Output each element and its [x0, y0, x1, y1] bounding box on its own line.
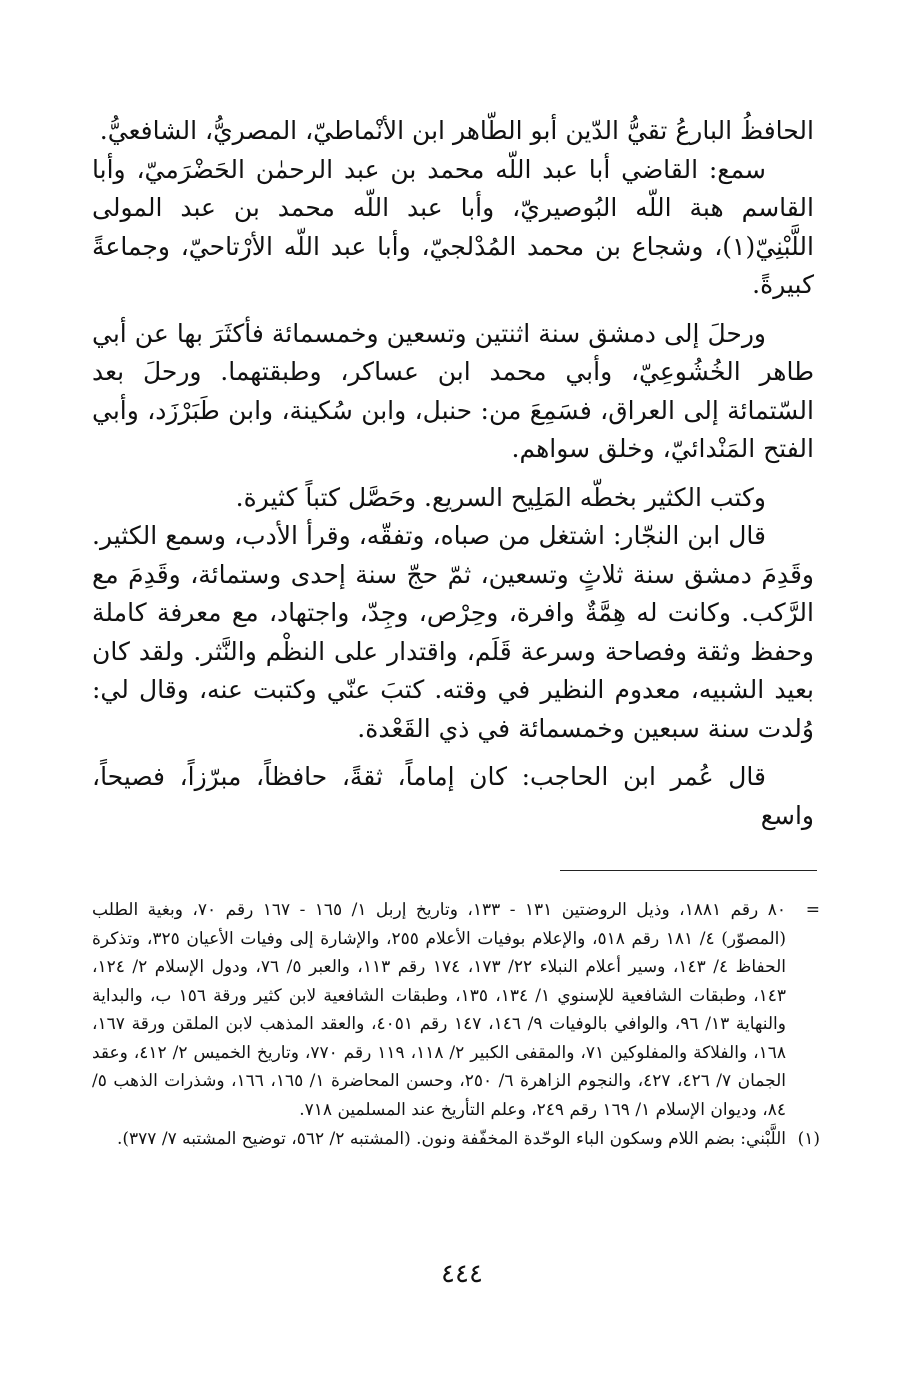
main-text-block — [92, 112, 814, 835]
page-number: ٤٤٤ — [441, 1259, 483, 1289]
paragraph-ibn-hajib-quote: قال عُمر ابن الحاجب: كان إماماً، ثقةً، حافظاً، مبرّزاً، فصيحاً، واسع — [92, 762, 814, 830]
paragraph-ibn-najjar-quote: قال ابن النجّار: اشتغل من صباه، وتفقّه، وقرأ الأدب، وسمع الكثير. وقَدِمَ دمشق سنة ثلاثٍ وتسعين، ثمّ حجّ سنة إحدى وستمائة، وقَدِمَ مع الرَّكب. وكانت له هِمَّةٌ وافرة، وحِرْص، وجِدّ، واجتهاد، مع معرفة كاملة وحفظ وثقة وفصاحة وسرعة قَلَم، واقتدار على النظْم والنَّثر. ولقد كان بعيد الشبيه، معدوم النظير في وقته. كتبَ عنّي وكتبت عنه، وقال لي: وُلدت سنة سبعين وخمسمائة في ذي القَعْدة. — [92, 521, 814, 743]
footnote-continued — [92, 896, 820, 1124]
footnote-text: ٨٠ رقم ١٨٨١، وذيل الروضتين ١٣١ - ١٣٣، وتاريخ إربل ١/ ١٦٥ - ١٦٧ رقم ٧٠، وبغية الطلب (المصوّر) ٤/ ١٨١ رقم ٥١٨، والإعلام بوفيات الأعلام ٢٥٥، والإشارة إلى وفيات الأعيان ٣٢٥، وتذكرة الحفاظ ٤/ ١٤٣، وسير أعلام النبلاء ٢٢/ ١٧٣، ١٧٤ رقم ١١٣، والعبر ٥/ ٧٦، ودول الإسلام ٢/ ١٢٤، ١٤٣، وطبقات الشافعية للإسنوي ١/ ١٣٤، ١٣٥، وطبقات الشافعية لابن كثير ورقة ١٥٦ ب، والبداية والنهاية ١٣/ ٩٦، والوافي بالوفيات ٩/ ١٤٦، ١٤٧ رقم ٤٠٥١، والعقد المذهب لابن الملقن ورقة ١٦٧، ١٦٨، والفلاكة والمفلوكين ٧١، والمقفى الكبير ٢/ ١١٨، ١١٩ رقم ٧٧٠، وتاريخ الخميس ٢/ ٤١٢، وعقد الجمان ٧/ ٤٢٦، ٤٢٧، والنجوم الزاهرة ٦/ ٢٥٠، وحسن المحاضرة ١/ ١٦٥، ١٦٦، وشذرات الذهب ٥/ ٨٤، وديوان الإسلام ١/ ١٦٩ رقم ٢٤٩، وعلم التأريخ عند المسلمين ٧١٨. — [92, 900, 786, 1120]
paragraph-biography-opening: الحافظُ البارعُ تقيُّ الدّين أبو الطّاهر ابن الأنْماطيّ، المصريُّ، الشافعيُّ. — [99, 116, 814, 145]
footnote-separator — [560, 870, 817, 871]
footnote-marker: (١) — [797, 1129, 820, 1149]
footnote-text: اللَّبْني: بضم اللام وسكون الباء الوحّدة المخفّفة ونون. (المشتبه ٢/ ٥٦٢، توضيح المشتبه ٧/ ٣٧٧). — [116, 1129, 786, 1149]
paragraph-teachers: سمع: القاضي أبا عبد اللّه محمد بن عبد الرحمٰن الحَضْرَميّ، وأبا القاسم هبة اللّه البُوصيريّ، وأبا عبد اللّه محمد بن عبد المولى اللَّبْنِيّ(١)، وشجاع بن محمد المُدْلجيّ، وأبا عبد اللّه الأرْتاحيّ، وجماعةً كبيرةً. — [92, 154, 814, 299]
footnote-marker: = — [805, 900, 820, 920]
paragraph-travels: ورحلَ إلى دمشق سنة اثنتين وتسعين وخمسمائة فأكثَرَ بها عن أبي طاهر الخُشُوعِيّ، وأبي محمد ابن عساكر، وطبقتهما. ورحلَ بعد السّتمائة إلى العراق، فسَمِعَ من: حنبل، وابن سُكينة، وابن طَبَرْزَد، وأبي الفتح المَنْدائيّ، وخلق سواهم. — [92, 318, 814, 463]
paragraph-writings: وكتب الكثير بخطّه المَلِيح السريع. وحَصَّل كتباً كثيرة. — [235, 482, 766, 512]
footnote-1 — [92, 1125, 820, 1154]
footnotes-block — [92, 896, 820, 1154]
